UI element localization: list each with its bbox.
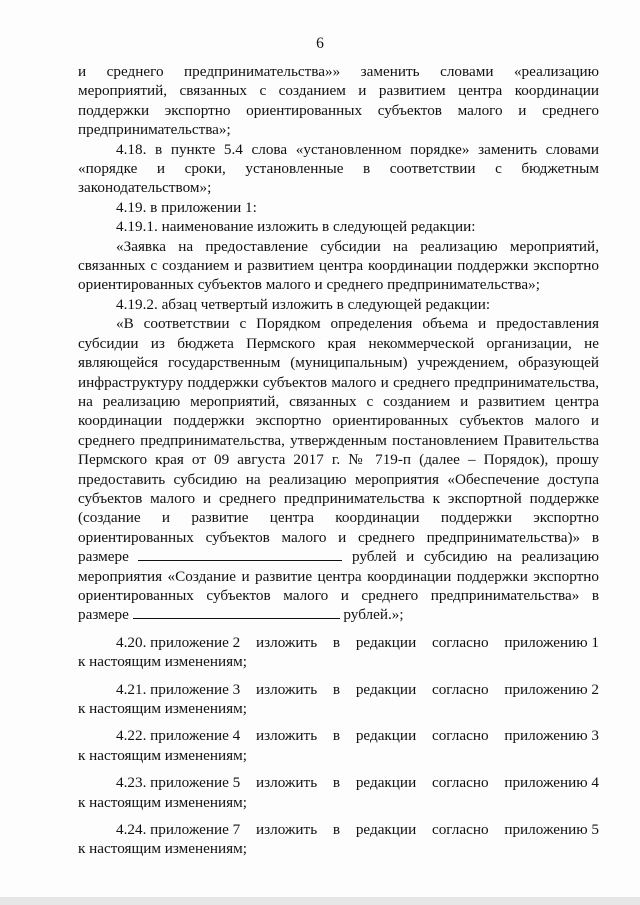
appendix-item-tail: к настоящим изменениям; — [78, 653, 247, 671]
appendix-item-word: изложить — [256, 727, 318, 745]
appendix-item-word: 4.22. приложение 4 — [116, 727, 241, 745]
appendix-item-word: согласно — [431, 727, 489, 745]
appendix-item-word: в — [332, 821, 341, 839]
appendix-item — [78, 680, 599, 719]
appendix-item-word: редакции — [355, 680, 417, 698]
appendix-item — [78, 773, 599, 812]
appendix-item-word: приложению 2 — [504, 680, 599, 698]
appendix-item-head — [78, 633, 599, 652]
appendix-item-word: 4.23. приложение 5 — [116, 774, 241, 792]
appendix-item-word: 4.24. приложение 7 — [116, 821, 241, 839]
appendix-item-head — [78, 773, 599, 792]
document-body — [78, 62, 599, 859]
appendix-item-word: изложить — [256, 680, 318, 698]
appendix-item-word: согласно — [431, 680, 489, 698]
item-4-19-1: 4.19.1. наименование изложить в следующей редакции: — [116, 218, 476, 236]
appendix-item-word: приложению 1 — [504, 633, 599, 651]
appendix-item-tail: к настоящим изменениям; — [78, 840, 247, 858]
quoted-paragraph-end: рублей.»; — [343, 606, 404, 624]
appendix-item-word: редакции — [355, 821, 417, 839]
quoted-name: «Заявка на предоставление субсидии на реализацию мероприятий, связанных с созданием и развитием центра координации поддержки экспортно ориентированных субъектов малого и среднего предпринимательства»; — [78, 237, 599, 294]
appendix-item-head — [78, 680, 599, 699]
appendix-list — [78, 633, 599, 859]
appendix-item-word: 4.20. приложение 2 — [116, 633, 241, 651]
appendix-item-tail: к настоящим изменениям; — [78, 700, 247, 717]
appendix-item-head — [78, 726, 599, 745]
appendix-item-word: редакции — [355, 774, 417, 792]
item-4-18: 4.18. в пункте 5.4 слова «установленном порядке» заменить словами «порядке и сроки, установленные в соответствии с бюджетным законодательством»; — [78, 140, 599, 197]
item-4-19: 4.19. в приложении 1: — [116, 198, 257, 216]
appendix-item-word: в — [332, 727, 341, 745]
item-4-19-2: 4.19.2. абзац четвертый изложить в следующей редакции: — [116, 295, 491, 313]
appendix-item-word: в — [332, 774, 341, 792]
quoted-paragraph — [78, 314, 599, 625]
quoted-paragraph-text: «В соответствии с Порядком определения объема и предоставления субсидии из бюджета Пермского края некоммерческой организации, не являющейся государственным (муниципальным) учреждением, образующей инфраструктуру поддержки субъектов малого и среднего предпринимательства, на реализацию мероприятий, связанных с созданием и развитием центра координации поддержки экспортно ориентированных субъектов малого и среднего предпринимательства, утвержденным постановлением Правительства Пермского края от 09 августа 2017 г. № 719-п (далее – Порядок), прошу предоставить субсидию на реализацию мероприятия «Обеспечение доступа субъектов малого и среднего предпринимательства к экспортной поддержке (создание и развитие центра координации поддержки экспортно ориентированных субъектов малого и среднего предпринимательства)» в размере — [78, 315, 599, 566]
amount-blank-1 — [138, 547, 342, 561]
quoted-paragraph-mid: рублей и субсидию на реализацию мероприятия «Создание и развитие центра координации поддержки экспортно ориентированных субъектов малого и среднего предпринимательства» в размере — [78, 548, 600, 624]
appendix-item-word: согласно — [431, 633, 489, 651]
page-number: 6 — [316, 35, 324, 52]
appendix-item-head — [78, 820, 599, 839]
appendix-item — [78, 820, 599, 859]
appendix-item-word: редакции — [355, 633, 417, 651]
appendix-item-word: 4.21. приложение 3 — [116, 680, 241, 698]
appendix-item-word: приложению 4 — [504, 774, 599, 792]
appendix-item-word: редакции — [355, 727, 417, 745]
appendix-item-word: приложению 3 — [504, 727, 599, 745]
appendix-item-word: изложить — [256, 633, 318, 651]
appendix-item-word: в — [332, 633, 341, 651]
amount-blank-2 — [133, 605, 340, 619]
appendix-item-word: изложить — [256, 821, 318, 839]
paragraph-continuation: и среднего предпринимательства»» заменить словами «реализацию мероприятий, связанных с созданием и развитием центра координации поддержки экспортно ориентированных субъектов малого и среднего предпринимательства»; — [78, 63, 599, 139]
appendix-item-word: изложить — [256, 774, 318, 792]
appendix-item-word: приложению 5 — [504, 821, 599, 839]
appendix-item-word: в — [332, 680, 341, 698]
appendix-item-tail: к настоящим изменениям; — [78, 793, 247, 811]
appendix-item-tail: к настоящим изменениям; — [78, 746, 247, 764]
appendix-item-word: согласно — [431, 774, 489, 792]
appendix-item-word: согласно — [431, 821, 489, 839]
scan-bottom-edge — [0, 897, 640, 905]
appendix-item — [78, 633, 599, 672]
appendix-item — [78, 726, 599, 765]
